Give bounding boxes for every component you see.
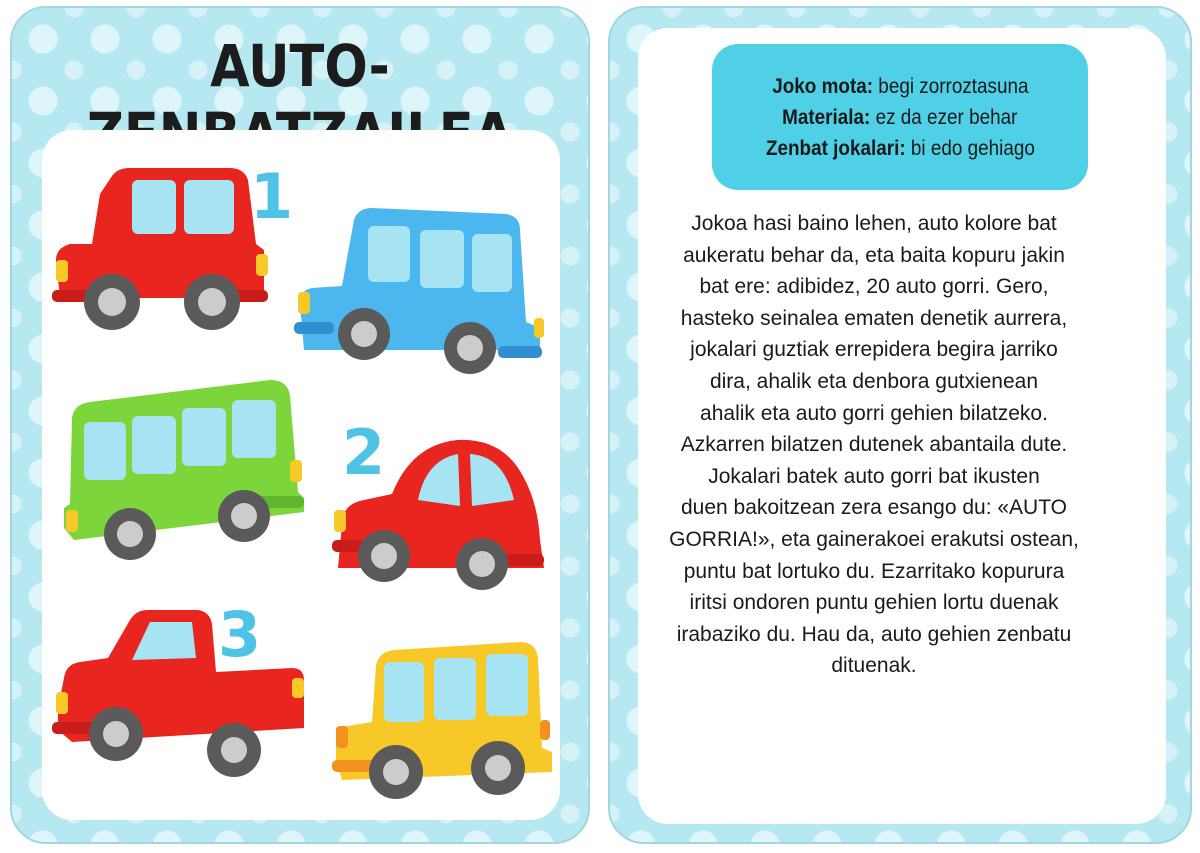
rules-line: Jokalari batek auto gorri bat ikusten	[708, 464, 1040, 488]
rules-line: iritsi ondoren puntu gehien lortu duenak	[689, 591, 1059, 615]
info-label: Materiala:	[782, 105, 871, 129]
yellow-van-icon	[332, 642, 552, 799]
info-materials	[782, 102, 1017, 133]
rules-line: duen bakoitzean zera esango du: «AUTO	[680, 496, 1068, 520]
rules-line: puntu bat lortuko du. Ezarritako kopurura	[683, 559, 1065, 583]
rules-line: ahalik eta auto gorri gehien bilatzeko.	[700, 401, 1048, 425]
rules-line: hasteko seinalea ematen denetik aurrera,	[680, 306, 1068, 330]
info-game-type	[772, 71, 1028, 102]
rules-line: Jokoa hasi baino lehen, auto kolore bat	[691, 212, 1057, 235]
rules-line: Azkarren bilatzen dutenek abantaila dute.	[680, 433, 1068, 457]
info-value: ez da ezer behar	[870, 105, 1018, 129]
red-pickup-icon	[52, 610, 304, 777]
info-box	[712, 44, 1088, 190]
rules-line: jokalari guztiak errepidera begira jarriko	[690, 338, 1058, 362]
blue-van-icon	[294, 208, 544, 374]
number-one: 1	[250, 160, 294, 233]
rules-line: aukeratu behar da, eta baita kopuru jakin	[683, 243, 1065, 267]
rules-line: bat ere: adibidez, 20 auto gorri. Gero,	[699, 275, 1049, 299]
rules-line: irabaziko du. Hau da, auto gehien zenbatu	[676, 622, 1072, 646]
number-three: 3	[218, 598, 262, 671]
rules-line: GORRIA!», eta gainerakoei erakutsi ostean,	[669, 527, 1079, 551]
card-title: AUTO-	[210, 32, 390, 100]
left-card	[10, 6, 590, 844]
rules-text	[666, 208, 1082, 682]
rules-line: dituenak.	[831, 654, 917, 678]
number-two: 2	[342, 416, 386, 489]
rules-line: dira, ahalik eta denbora gutxienean	[709, 369, 1039, 393]
vehicles-illustration	[12, 8, 592, 846]
info-label: Zenbat jokalari:	[765, 136, 906, 160]
right-card	[608, 6, 1192, 844]
info-value: begi zorroztasuna	[872, 74, 1029, 98]
info-players	[766, 133, 1035, 164]
info-value: bi edo gehiago	[905, 136, 1035, 160]
info-label: Joko mota:	[771, 74, 873, 98]
green-bus-icon	[64, 380, 304, 560]
red-car-icon	[52, 168, 268, 330]
